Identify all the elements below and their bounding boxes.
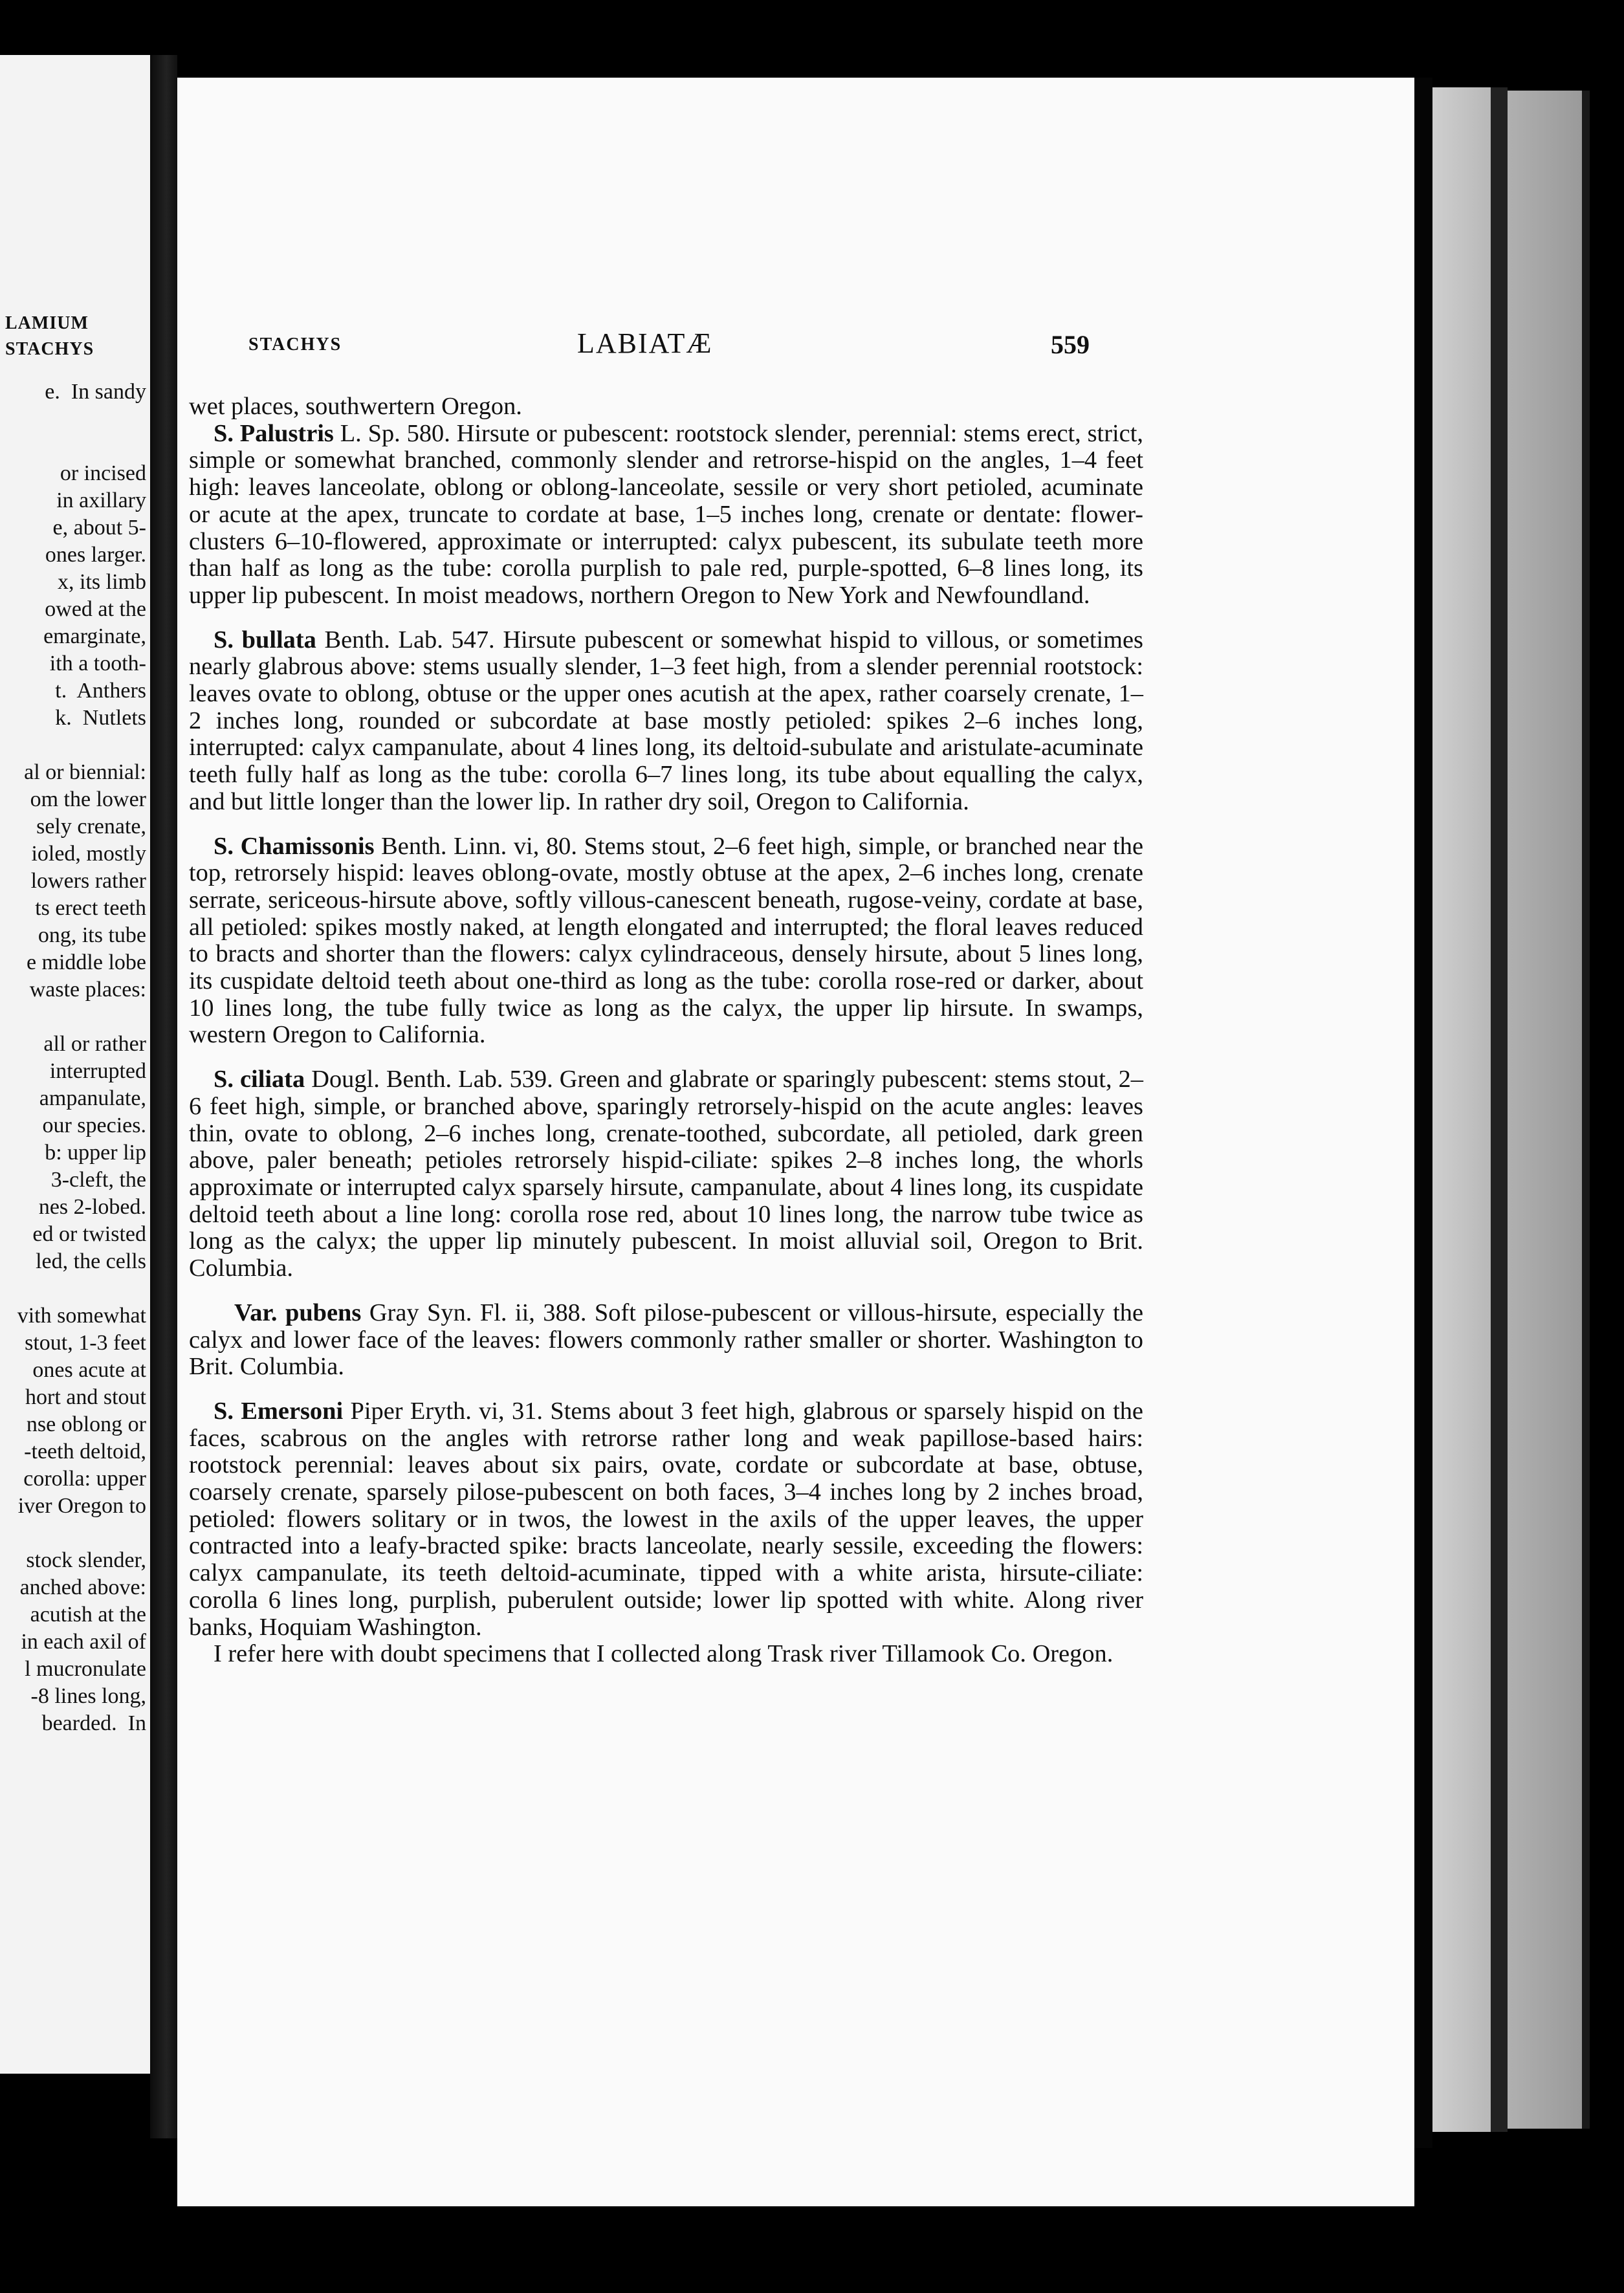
- left-fragment-line: -8 lines long,: [30, 1684, 146, 1708]
- page-edge-strip: [1582, 91, 1590, 2129]
- left-fragment-line: om the lower: [30, 787, 146, 811]
- left-fragment-line: ed or twisted: [32, 1222, 146, 1246]
- left-page: [0, 55, 150, 2074]
- left-fragment-line: our species.: [42, 1114, 146, 1137]
- left-fragment-line: [1, 732, 146, 759]
- left-fragment-line: sely crenate,: [36, 815, 146, 839]
- left-fragment-line: interrupted: [49, 1059, 146, 1083]
- header-genus: STACHYS: [248, 335, 342, 355]
- left-fragment-line: [1, 433, 146, 460]
- left-fragment-line: owed at the: [45, 597, 146, 621]
- page-number: 559: [1051, 330, 1090, 359]
- left-fragment-line: bearded. In: [41, 1711, 146, 1735]
- left-fragment-line: nes 2-lobed.: [38, 1195, 146, 1219]
- species-entry: [189, 1398, 1143, 1641]
- left-fragment-line: e, about 5-: [52, 516, 146, 540]
- variety-entry: [189, 1300, 1143, 1381]
- species-description: Dougl. Benth. Lab. 539. Green and glabrate or sparingly pubescent: stems stout, 2–6 feet high, simple, or branched above, sparingly retrorsely-hispid on the acute angles: leaves thin, ovate to oblong, 2–6 inches long, crenate-toothed, subcordate, all petioled, dark green above, paler beneath; petioles retrorsely hispid-ciliate: spikes 2–8 inches long, the whorls approximate or interrupted calyx sparsely hirsute, campanulate, about 4 lines long, its cuspidate deltoid teeth about a line long: corolla rose red, about 10 lines long, the narrow tube twice as long as the calyx; the upper lip minutely pubescent. In moist alluvial soil, Oregon to Brit. Columbia.: [189, 1066, 1143, 1282]
- left-running-header: [5, 311, 148, 362]
- species-name: S. Emersoni: [214, 1397, 344, 1425]
- left-fragment-line: ong, its tube: [38, 923, 146, 947]
- species-name: S. bullata: [214, 626, 316, 653]
- left-fragment-line: or incised: [60, 461, 146, 485]
- left-fragment-line: nse oblong or: [26, 1412, 146, 1436]
- header-family: LABIATÆ: [577, 327, 713, 359]
- left-fragment-line: b: upper lip: [45, 1141, 146, 1165]
- left-fragment-line: [1, 1275, 146, 1302]
- left-fragment-line: ith a tooth-: [49, 652, 146, 675]
- species-name: S. Chamissonis: [214, 832, 375, 860]
- variety-description: Gray Syn. Fl. ii, 388. Soft pilose-pubescent or villous-hirsute, especially the calyx and lower face of the leaves: flowers commonly rather smaller or shorter. Washington to Brit. Columbia.: [189, 1299, 1143, 1381]
- left-fragment-line: waste places:: [29, 978, 146, 1002]
- species-name: S. Palustris: [214, 419, 334, 447]
- left-fragment-line: in each axil of: [21, 1630, 146, 1654]
- variety-name: Var. pubens: [234, 1299, 362, 1326]
- species-description: Benth. Linn. vi, 80. Stems stout, 2–6 feet high, simple, or branched near the top, retrorsely hispid: leaves oblong-ovate, mostly obtuse at the apex, 2–6 inches long, crenate serrate, sericeous-hirsute above, softly villous-canescent beneath, rugose-veiny, cordate at base, all petioled: spikes mostly naked, at length elongated and interrupted; the floral leaves reduced to bracts and shorter than the flowers: calyx cylindraceous, densely hirsute, about 5 lines long, its cuspidate deltoid teeth about one-third as long as the tube: corolla rose-red or darker, about 10 lines long, the tube fully twice as long as the calyx, the upper lip hirsute. In swamps, western Oregon to California.: [189, 832, 1143, 1049]
- page-body: [189, 393, 1143, 1668]
- left-fragment-line: e middle lobe: [26, 950, 146, 974]
- left-page-text-fragments: [1, 379, 146, 1737]
- species-entry: [189, 627, 1143, 816]
- species-entry: [189, 833, 1143, 1049]
- left-fragment-line: al or biennial:: [24, 760, 146, 784]
- left-fragment-line: -teeth deltoid,: [24, 1440, 146, 1464]
- left-fragment-line: 3-cleft, the: [50, 1168, 146, 1192]
- left-fragment-line: anched above:: [19, 1575, 146, 1599]
- left-fragment-line: ts erect teeth: [35, 896, 146, 920]
- left-fragment-line: ioled, mostly: [31, 842, 146, 866]
- closing-note: I refer here with doubt specimens that I collected along Trask river Tillamook Co. Oregon.: [214, 1640, 1114, 1668]
- left-fragment-line: acutish at the: [30, 1603, 146, 1627]
- species-name: S. ciliata: [214, 1066, 305, 1093]
- left-fragment-line: iver Oregon to: [17, 1494, 146, 1518]
- left-fragment-line: emarginate,: [43, 624, 146, 648]
- left-fragment-line: k. Nutlets: [55, 706, 146, 730]
- species-description: L. Sp. 580. Hirsute or pubescent: rootstock slender, perennial: stems erect, strict, simple or somewhat branched, commonly slender and retrorse-hispid on the angles, 1–4 feet high: leaves lanceolate, oblong or oblong-lanceolate, sessile or very short petioled, acuminate or acute at the apex, truncate to cordate at base, 1–5 inches long, crenate or dentate: flower-clusters 6–10-flowered, approximate or interrupted: calyx pubescent, its subulate teeth more than half as long as the tube: corolla purplish to pale red, purple-spotted, 6–8 lines long, its upper lip pubescent. In moist meadows, northern Oregon to New York and Newfoundland.: [189, 419, 1143, 609]
- species-description: Piper Eryth. vi, 31. Stems about 3 feet high, glabrous or sparsely hispid on the faces, scabrous on the angles with retrorse rather long and weak papillose-based hairs: rootstock perennial: leaves about six pairs, ovate, cordate or subcordate at base, obtuse, coarsely crenate, sparsely pilose-pubescent on both faces, 3–4 inches long by 2 inches broad, petioled: flowers solitary or in twos, the lowest in the axils of the upper leaves, the upper contracted into a leafy-bracted spike: bracts lanceolate, nearly sessile, exceeding the flowers: calyx campanulate, its teeth deltoid-acuminate, tipped with a white arista, hirsute-ciliate: corolla 6 lines long, purplish, puberulent outside; lower lip spotted with white. Along river banks, Hoquiam Washington.: [189, 1397, 1143, 1641]
- left-fragment-line: ones larger.: [45, 543, 146, 567]
- left-fragment-line: in axillary: [56, 488, 146, 512]
- left-header-line: STACHYS: [5, 339, 94, 359]
- intro-line: wet places, southwertern Oregon.: [189, 393, 522, 420]
- left-fragment-line: stock slender,: [26, 1548, 146, 1572]
- page-edge-strip: [1491, 87, 1508, 2132]
- running-header: [248, 327, 1090, 366]
- page-edge-strip: [1508, 91, 1582, 2129]
- left-fragment-line: vith somewhat: [17, 1304, 146, 1328]
- species-entry: [189, 1066, 1143, 1282]
- left-fragment-line: corolla: upper: [23, 1467, 146, 1491]
- species-description: Benth. Lab. 547. Hirsute pubescent or somewhat hispid to villous, or sometimes nearly glabrous above: stems usually slender, 1–3 feet high, from a slender perennial rootstock: leaves ovate to oblong, obtuse or the upper ones acutish at the apex, rather coarsely crenate, 1–2 inches long, rounded or subcordate at base mostly petioled: spikes 2–6 inches long, interrupted: calyx campanulate, about 4 lines long, its deltoid-subulate and aristulate-acuminate teeth fully half as long as the tube: corolla 6–7 lines long, its tube about equalling the calyx, and but little longer than the lower lip. In rather dry soil, Oregon to California.: [189, 626, 1143, 815]
- page-edge-strip: [1432, 87, 1491, 2132]
- left-fragment-line: t. Anthers: [55, 679, 146, 703]
- left-fragment-line: l mucronulate: [25, 1657, 146, 1681]
- left-fragment-line: [1, 1520, 146, 1547]
- left-fragment-line: [1, 1004, 146, 1031]
- left-header-line: LAMIUM: [5, 313, 89, 333]
- left-fragment-line: x, its limb: [58, 570, 146, 594]
- species-entry: [189, 421, 1143, 609]
- left-fragment-line: lowers rather: [30, 869, 146, 893]
- left-fragment-line: hort and stout: [25, 1385, 146, 1409]
- book-gutter: [150, 55, 177, 2138]
- left-fragment-line: ones acute at: [32, 1358, 146, 1382]
- page-edge-shadow: [1414, 78, 1432, 2148]
- left-fragment-line: stout, 1-3 feet: [25, 1331, 146, 1355]
- left-fragment-line: led, the cells: [36, 1249, 146, 1273]
- left-fragment-line: [1, 406, 146, 433]
- left-fragment-line: e. In sandy: [45, 380, 146, 404]
- left-fragment-line: all or rather: [43, 1032, 146, 1056]
- left-fragment-line: ampanulate,: [39, 1086, 146, 1110]
